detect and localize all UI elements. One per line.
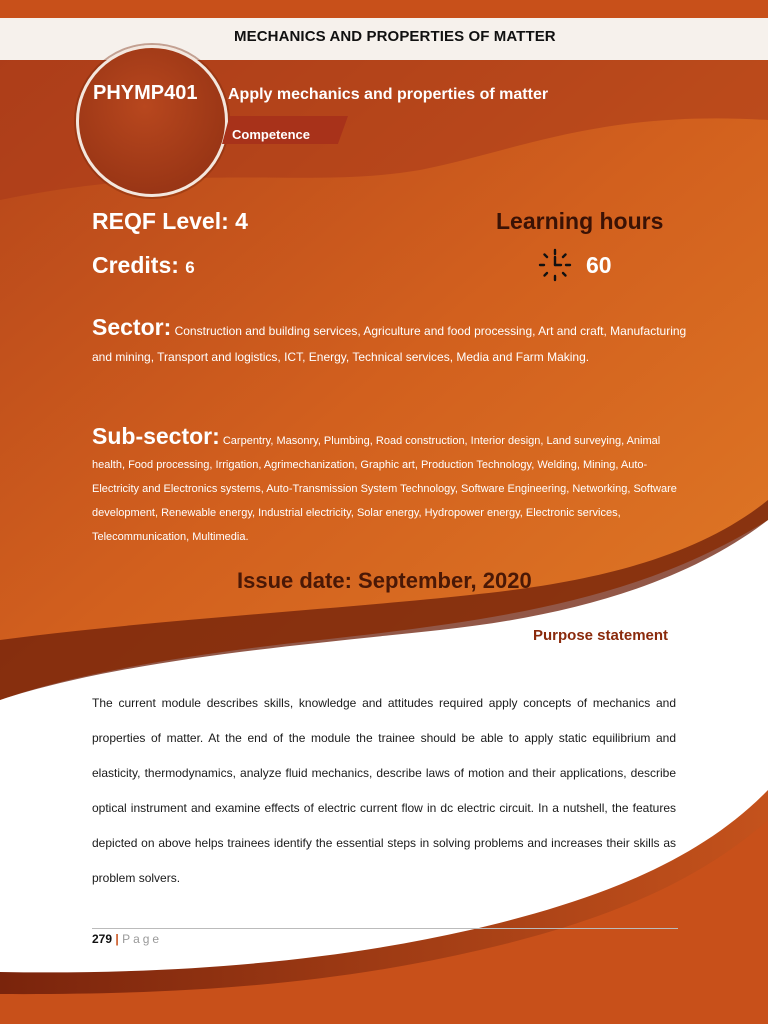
- footer-divider: [92, 928, 678, 929]
- subsector-block: [92, 424, 692, 549]
- page-separator: |: [115, 932, 119, 946]
- page-word: Page: [122, 932, 163, 946]
- competence-title: Apply mechanics and properties of matter: [228, 86, 549, 103]
- credits-value: 6: [185, 258, 195, 277]
- page-number: 279: [92, 932, 113, 946]
- subsector-text: Carpentry, Masonry, Plumbing, Road construction, Interior design, Land surveying, Animal health, Food processing, Irrigation, Agrimechanization, Graphic art, Production Technology, Welding, Mining, Auto-Electricity and Electronics systems, Auto-Transmission System Technology, Software Engineering, Networking, Software development, Renewable energy, Industrial electricity, Solar energy, Hydropower energy, Electronic services, Telecommunication, Multimedia.: [92, 435, 677, 543]
- learning-hours-value: 60: [586, 252, 612, 278]
- document-title: MECHANICS AND PROPERTIES OF MATTER: [234, 28, 556, 45]
- sector-text: Construction and building services, Agriculture and food processing, Art and craft, Manufacturing and mining, Transport and logistics, ICT, Energy, Technical services, Media and Farm Making.: [92, 324, 687, 364]
- purpose-heading: Purpose statement: [533, 627, 669, 644]
- page-footer: [92, 932, 162, 946]
- learning-hours-title: Learning hours: [496, 208, 664, 234]
- subsector-heading: Sub-sector:: [92, 423, 220, 449]
- competence-label: Competence: [232, 127, 311, 142]
- credits: [92, 252, 195, 279]
- clock-icon: [537, 247, 573, 283]
- top-band: [0, 0, 768, 18]
- issue-date: Issue date: September, 2020: [237, 568, 532, 593]
- sector-heading: Sector:: [92, 314, 172, 340]
- credits-label: Credits:: [92, 252, 186, 278]
- sector-block: [92, 314, 692, 370]
- purpose-text: The current module describes skills, knowledge and attitudes required apply concepts of mechanics and properties of matter. At the end of the module the trainee should be able to apply static equilibrium and elasticity, thermodynamics, analyze fluid mechanics, describe laws of motion and their applications, describe optical instrument and examine effects of electric current flow in dc electric circuit. In a nutshell, the features depicted on above helps trainees identify the essential steps in solving problems and increases their skills as problem solvers.: [92, 696, 676, 885]
- reqf-level: REQF Level: 4: [92, 208, 248, 234]
- module-code: PHYMP401: [93, 82, 198, 104]
- module-code-badge: [76, 45, 228, 197]
